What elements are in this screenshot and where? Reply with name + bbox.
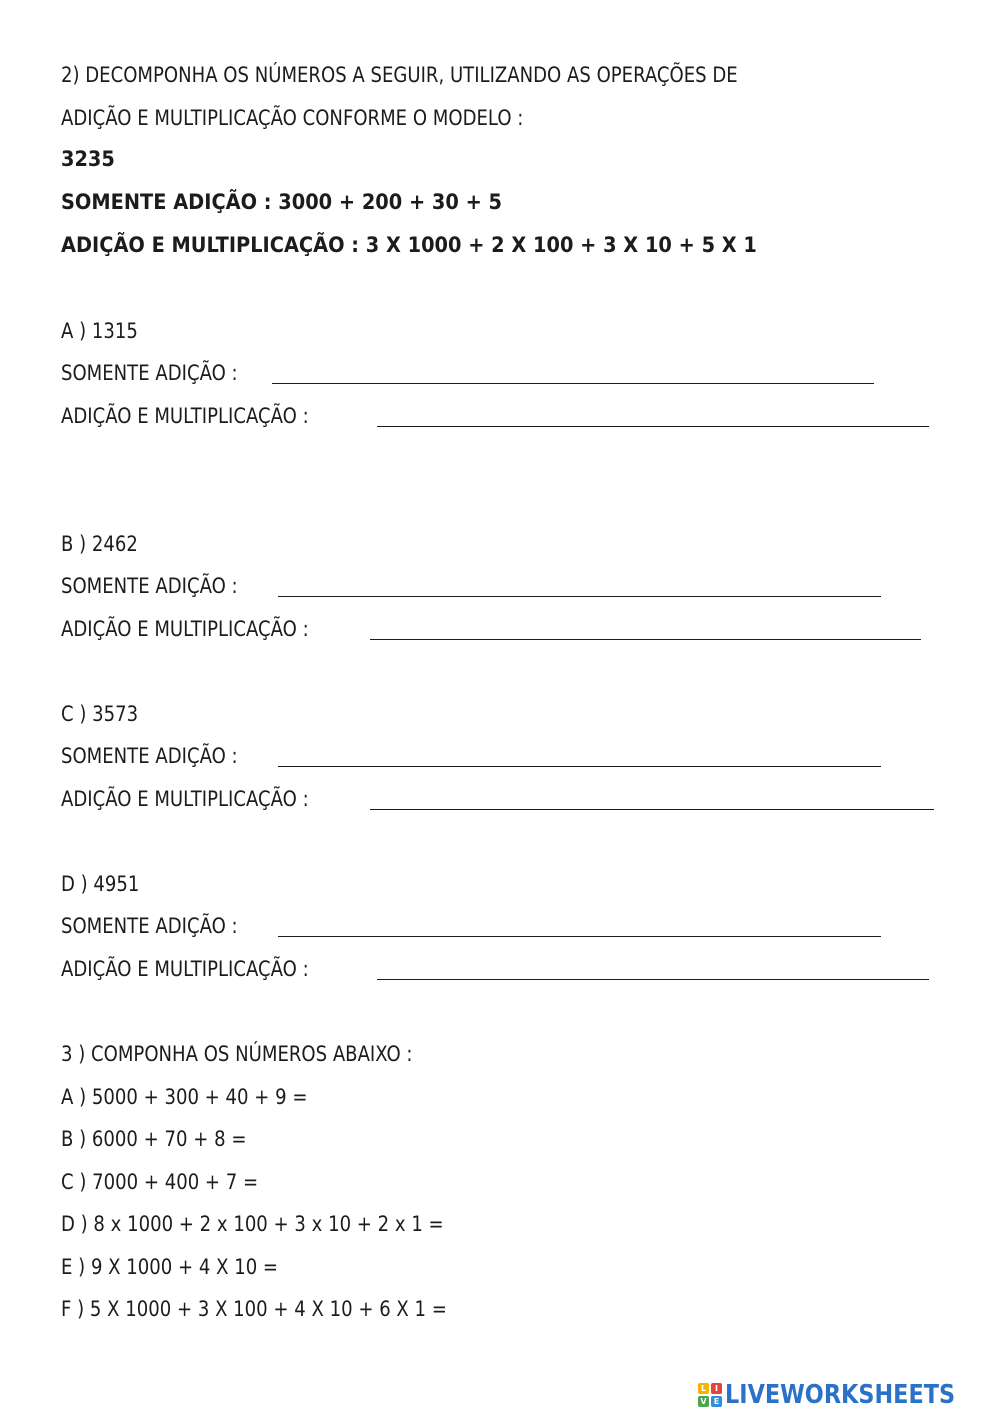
item-d-multiplication-answer-line[interactable]	[377, 979, 929, 980]
logo-mark-letter: V	[698, 1396, 709, 1407]
item-c-addition-answer-line[interactable]	[278, 766, 881, 767]
q3-item-a: A ) 5000 + 300 + 40 + 9 =	[61, 1085, 308, 1109]
item-a-multiplication-label: ADIÇÃO E MULTIPLICAÇÃO :	[61, 404, 309, 428]
item-b-multiplication-label: ADIÇÃO E MULTIPLICAÇÃO :	[61, 617, 309, 641]
q2-title-line-1: 2) DECOMPONHA OS NÚMEROS A SEGUIR, UTILIZANDO AS OPERAÇÕES DE	[61, 63, 738, 87]
q3-item-d: D ) 8 x 1000 + 2 x 100 + 3 x 10 + 2 x 1 =	[61, 1212, 444, 1236]
liveworksheets-logo	[698, 1380, 993, 1410]
item-b-addition-label: SOMENTE ADIÇÃO :	[61, 574, 238, 598]
item-a-label: A ) 1315	[61, 319, 138, 343]
item-d-addition-label: SOMENTE ADIÇÃO :	[61, 914, 238, 938]
item-d-label: D ) 4951	[61, 872, 140, 896]
item-d-addition-answer-line[interactable]	[278, 936, 881, 937]
model-multiplication: ADIÇÃO E MULTIPLICAÇÃO : 3 X 1000 + 2 X 100 + 3 X 10 + 5 X 1	[61, 233, 757, 258]
model-addition: SOMENTE ADIÇÃO : 3000 + 200 + 30 + 5	[61, 190, 502, 215]
logo-mark-letter: E	[711, 1396, 722, 1407]
model-number: 3235	[61, 147, 115, 172]
item-a-addition-label: SOMENTE ADIÇÃO :	[61, 361, 238, 385]
item-a-addition-answer-line[interactable]	[272, 383, 874, 384]
item-c-addition-label: SOMENTE ADIÇÃO :	[61, 744, 238, 768]
q3-item-c: C ) 7000 + 400 + 7 =	[61, 1170, 259, 1194]
item-b-multiplication-answer-line[interactable]	[370, 639, 921, 640]
logo-text: LIVEWORKSHEETS	[725, 1380, 956, 1410]
q3-item-f: F ) 5 X 1000 + 3 X 100 + 4 X 10 + 6 X 1 =	[61, 1297, 447, 1321]
item-b-label: B ) 2462	[61, 532, 138, 556]
q3-title: 3 ) COMPONHA OS NÚMEROS ABAIXO :	[61, 1042, 413, 1066]
q2-title-line-2: ADIÇÃO E MULTIPLICAÇÃO CONFORME O MODELO :	[61, 106, 524, 130]
q3-item-e: E ) 9 X 1000 + 4 X 10 =	[61, 1255, 279, 1279]
logo-mark-icon	[698, 1383, 722, 1407]
logo-mark-letter: L	[698, 1383, 709, 1394]
item-c-label: C ) 3573	[61, 702, 139, 726]
item-a-multiplication-answer-line[interactable]	[377, 426, 929, 427]
q3-item-b: B ) 6000 + 70 + 8 =	[61, 1127, 247, 1151]
item-c-multiplication-answer-line[interactable]	[370, 809, 934, 810]
logo-mark-letter: I	[711, 1383, 722, 1394]
item-b-addition-answer-line[interactable]	[278, 596, 881, 597]
item-d-multiplication-label: ADIÇÃO E MULTIPLICAÇÃO :	[61, 957, 309, 981]
item-c-multiplication-label: ADIÇÃO E MULTIPLICAÇÃO :	[61, 787, 309, 811]
